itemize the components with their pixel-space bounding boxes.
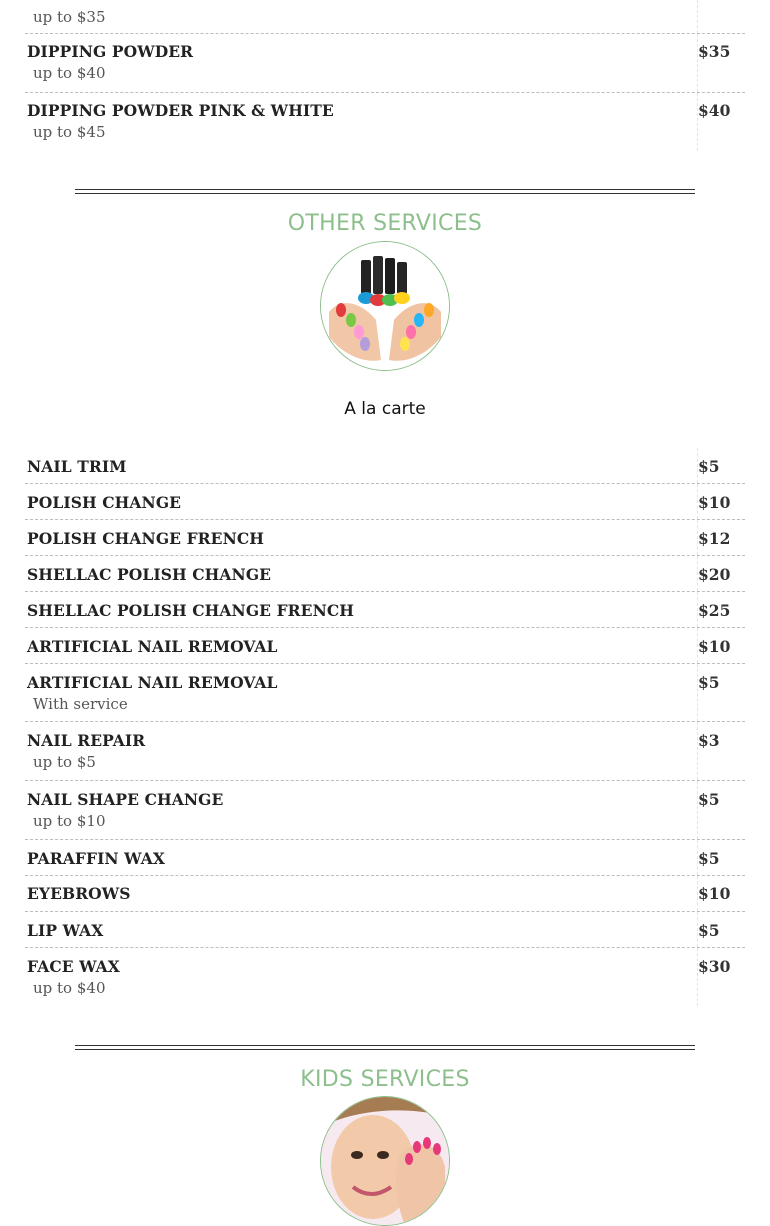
- service-price: $10: [697, 876, 745, 911]
- menu-row-left: [25, 592, 697, 627]
- menu-row: [25, 34, 745, 93]
- menu-row-left: [25, 628, 697, 663]
- menu-row-left: [25, 484, 697, 519]
- menu-row-left: [25, 520, 697, 555]
- kids-services-image: [320, 1096, 450, 1226]
- menu-row-left: [25, 93, 697, 151]
- menu-row: [25, 912, 745, 948]
- section-divider: [75, 1045, 695, 1050]
- service-name: ARTIFICIAL NAIL REMOVAL: [27, 673, 278, 692]
- menu-row-left: [25, 781, 697, 839]
- section-title-kids-services: KIDS SERVICES: [300, 1067, 470, 1092]
- menu-row-left: [25, 664, 697, 721]
- service-name: ARTIFICIAL NAIL REMOVAL: [27, 637, 278, 656]
- menu-row-left: [25, 876, 697, 911]
- service-price: $5: [697, 840, 745, 875]
- menu-row: [25, 628, 745, 664]
- menu-row-left: [25, 448, 697, 483]
- menu-row-left: [25, 556, 697, 591]
- menu-row: [25, 448, 745, 484]
- service-note: up to $5: [33, 753, 96, 771]
- menu-row-left: [25, 34, 697, 92]
- menu-row: [25, 520, 745, 556]
- service-price: $3: [697, 722, 745, 780]
- service-price: $35: [697, 34, 745, 92]
- service-name: NAIL TRIM: [27, 457, 127, 476]
- service-price: $30: [697, 948, 745, 1006]
- service-name: [27, 0, 697, 4]
- other-services-subtitle: A la carte: [344, 399, 426, 419]
- section-divider: [75, 189, 695, 194]
- service-price: $5: [697, 448, 745, 483]
- service-name: POLISH CHANGE: [27, 493, 182, 512]
- section-title-other-services: OTHER SERVICES: [287, 211, 483, 236]
- service-price: $5: [697, 912, 745, 947]
- menu-row: [25, 948, 745, 1006]
- service-note: With service: [33, 695, 128, 713]
- menu-row: [25, 664, 745, 722]
- menu-row: [25, 722, 745, 781]
- top-menu-table: [25, 0, 745, 151]
- service-price: [697, 0, 745, 33]
- menu-row: [25, 93, 745, 151]
- menu-row: [25, 484, 745, 520]
- menu-row-left: [25, 0, 697, 33]
- kid-nails-image-icon: [321, 1097, 449, 1225]
- service-name: NAIL SHAPE CHANGE: [27, 790, 224, 809]
- service-note: up to $45: [33, 123, 106, 141]
- service-note: up to $40: [33, 64, 106, 82]
- service-price: $40: [697, 93, 745, 151]
- service-note: up to $35: [33, 8, 106, 26]
- other-services-menu-table: [25, 448, 745, 1006]
- service-price: $20: [697, 556, 745, 591]
- menu-row: [25, 876, 745, 912]
- service-price: $12: [697, 520, 745, 555]
- menu-row-left: [25, 948, 697, 1006]
- service-price: $10: [697, 484, 745, 519]
- service-name: SHELLAC POLISH CHANGE FRENCH: [27, 601, 355, 620]
- menu-row: [25, 592, 745, 628]
- service-price: $5: [697, 664, 745, 721]
- painted-nails-image-icon: [321, 242, 449, 370]
- service-price: $10: [697, 628, 745, 663]
- menu-row-left: [25, 722, 697, 780]
- menu-row: [25, 781, 745, 840]
- service-name: LIP WAX: [27, 921, 104, 940]
- menu-row: [25, 840, 745, 876]
- menu-row-left: [25, 912, 697, 947]
- service-price: $5: [697, 781, 745, 839]
- menu-row: [25, 556, 745, 592]
- service-name: POLISH CHANGE FRENCH: [27, 529, 265, 548]
- service-name: EYEBROWS: [27, 884, 131, 903]
- service-name: SHELLAC POLISH CHANGE: [27, 565, 272, 584]
- service-name: FACE WAX: [27, 957, 120, 976]
- service-price: $25: [697, 592, 745, 627]
- service-name: DIPPING POWDER: [27, 42, 194, 61]
- service-note: up to $40: [33, 979, 106, 997]
- other-services-image: [320, 241, 450, 371]
- service-name: PARAFFIN WAX: [27, 849, 165, 868]
- service-note: up to $10: [33, 812, 106, 830]
- service-name: DIPPING POWDER PINK & WHITE: [27, 101, 334, 120]
- menu-row-left: [25, 840, 697, 875]
- service-name: NAIL REPAIR: [27, 731, 146, 750]
- menu-row: [25, 0, 745, 34]
